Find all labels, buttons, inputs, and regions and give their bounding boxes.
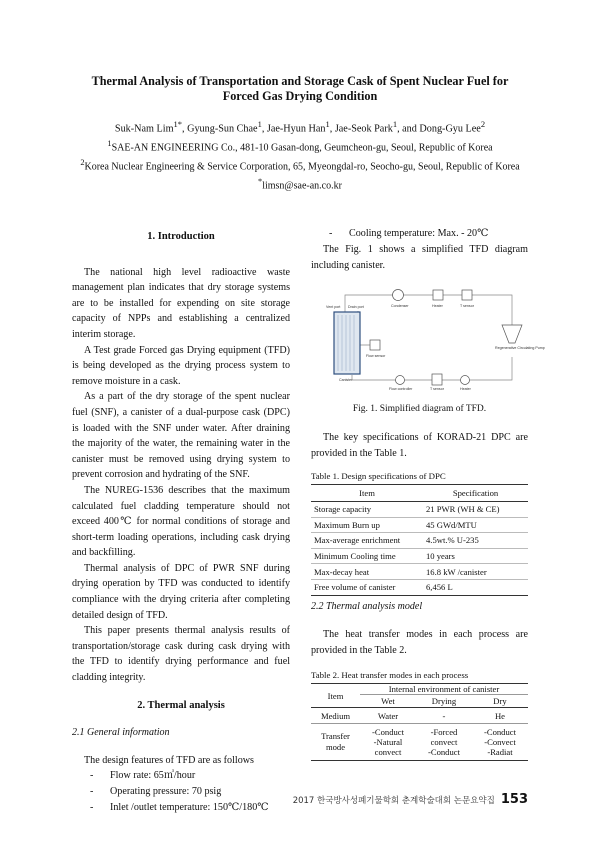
diagram-label: Regenerative Circulating Pump bbox=[495, 346, 545, 350]
page-number: 153 bbox=[500, 792, 528, 807]
table-header: Item bbox=[311, 485, 423, 502]
right-column-top bbox=[311, 226, 528, 273]
flow-sensor-shape bbox=[370, 340, 380, 350]
figure-caption: Fig. 1. Simplified diagram of TFD. bbox=[352, 404, 487, 414]
list-item: - Operating pressure: 70 psig bbox=[72, 784, 290, 800]
pump-shape bbox=[502, 325, 522, 343]
affiliation-2 bbox=[30, 156, 570, 173]
diagram-label: Flow controller bbox=[389, 387, 413, 391]
table1-caption: Table 1. Design specifications of DPC bbox=[311, 471, 446, 481]
condenser-shape bbox=[393, 290, 404, 301]
author-sup: 1 bbox=[392, 119, 398, 129]
mode-line: -Radiat bbox=[487, 747, 513, 757]
table-row bbox=[311, 579, 528, 595]
diagram-label: Drain port bbox=[348, 305, 364, 309]
affiliation-sup: 2 bbox=[80, 158, 85, 167]
table-cell: Storage capacity bbox=[311, 502, 423, 518]
author-name: Dong-Gyu Lee bbox=[419, 123, 481, 135]
table-cell: Water bbox=[377, 710, 399, 721]
email-text: limsn@sae-an.co.kr bbox=[262, 180, 342, 192]
table-cell bbox=[360, 724, 416, 761]
diagram-label: Heater bbox=[432, 304, 443, 308]
general-paragraph: The design features of TFD are as follows bbox=[84, 754, 254, 766]
model-heading: 2.2 Thermal analysis model bbox=[311, 601, 423, 612]
affiliation-text: SAE-AN ENGINEERING Co., 481-10 Gasan-dong, Geumcheon-gu, Seoul, Republic of Korea bbox=[111, 142, 493, 154]
left-column bbox=[72, 229, 290, 816]
paper-title bbox=[40, 74, 560, 104]
mode-line: -Natural bbox=[373, 737, 403, 747]
table-cell bbox=[416, 724, 472, 761]
intro-paragraph: The national high level radioactive waste management plan indicates that dry storage systems are to be installed for expending on site storage capacity of NPPs and establishing a centralized interim storage. bbox=[72, 266, 290, 340]
mode-line: -Forced bbox=[430, 727, 458, 737]
affiliation-1 bbox=[30, 137, 570, 154]
mode-line: -Convect bbox=[484, 737, 516, 747]
mode-line: -Conduct bbox=[483, 727, 516, 737]
table-header: Dry bbox=[472, 695, 528, 708]
mode-label: mode bbox=[325, 742, 346, 752]
mode-label: Transfer bbox=[321, 731, 350, 741]
table-row bbox=[311, 517, 528, 533]
author-name: Gyung-Sun Chae bbox=[187, 123, 258, 135]
email bbox=[30, 175, 570, 192]
table-header: Wet bbox=[360, 695, 416, 708]
t-sensor-top-shape bbox=[462, 290, 472, 300]
general-heading: 2.1 General information bbox=[72, 727, 170, 739]
fig-intro-paragraph: The Fig. 1 shows a simplified TFD diagram including canister. bbox=[311, 244, 528, 271]
table-cell: 45 GWd/MTU bbox=[423, 517, 528, 533]
intro-paragraph: A Test grade Forced gas Drying equipment (TFD) is being developed as the drying process system to remove moisture in a cask. bbox=[72, 344, 290, 387]
intro-paragraph: The NUREG-1536 describes that the maximum calculated fuel cladding temperature should not exceed 400℃ for normal conditions of storage and short-term loading operations, including cask drying and backfilling. bbox=[72, 484, 290, 559]
table-row bbox=[311, 564, 528, 580]
table-cell: Max-average enrichment bbox=[311, 533, 423, 549]
table-header-row bbox=[311, 485, 528, 502]
table-cell: Max-decay heat bbox=[311, 564, 423, 580]
author-sup: 1* bbox=[173, 119, 182, 129]
diagram-label: Condenser bbox=[391, 304, 409, 308]
table-row bbox=[311, 502, 528, 518]
tfd-diagram bbox=[312, 285, 545, 397]
affiliation-text: Korea Nuclear Engineering & Service Corporation, 65, Myeongdal-ro, Seocho-gu, Seoul, Republic of Korea bbox=[84, 161, 520, 173]
author-sup: 2 bbox=[480, 119, 486, 129]
table2-caption: Table 2. Heat transfer modes in each process bbox=[311, 670, 469, 680]
table-cell bbox=[311, 724, 360, 761]
intro-paragraph: Thermal analysis of DPC of PWR SNF during drying operation by TFD was conducted to identify compliance with the drying criteria after completing detailed design of TFD. bbox=[72, 562, 290, 621]
table-row bbox=[311, 724, 528, 761]
heater-bottom-shape bbox=[461, 376, 470, 385]
table-cell: - bbox=[442, 710, 446, 721]
list-item: - Cooling temperature: Max. - 20℃ bbox=[311, 226, 528, 242]
intro-paragraph: As a part of the dry storage of the spent nuclear fuel (SNF), a canister of a dual-purpose cask (DPC) is loaded with the SNF under water. After draining the majority of the water, the remaining water in the canister must be removed using drying system to prevent corrosion and hydrating of the SNF. bbox=[72, 391, 290, 481]
spec-intro-paragraph: The key specifications of KORAD-21 DPC are provided in the Table 1. bbox=[311, 432, 528, 459]
table-header-row bbox=[311, 684, 528, 695]
t-sensor-bottom-shape bbox=[432, 374, 442, 385]
page-footer bbox=[293, 792, 528, 807]
diagram-label: Canister bbox=[339, 378, 353, 382]
heater-top-shape bbox=[433, 290, 443, 300]
author-name: Jae-Seok Park bbox=[334, 123, 393, 135]
table-cell: Medium bbox=[320, 710, 351, 721]
feature-list-continued bbox=[311, 226, 528, 242]
author-sup: 1 bbox=[325, 119, 330, 129]
diagram-label: T sensor bbox=[430, 387, 444, 391]
author-list: Suk-Nam Lim$^{1*}$, Gyung-Sun Chae$^1$, Jae-Hyun Han$^1$, Jae-Seok Park$^1$, and Dong-Gyu Lee$^2$ bbox=[114, 119, 486, 135]
spec-intro-block bbox=[311, 430, 528, 461]
list-item: - Inlet /outlet temperature: 150℃/180℃ bbox=[72, 800, 290, 816]
mode-line: -Conduct bbox=[372, 727, 404, 737]
table-cell: 16.8 kW /canister bbox=[423, 564, 528, 580]
table-cell: 10 years bbox=[423, 548, 528, 564]
intro-paragraph: This paper presents thermal analysis results of transportation/storage cask during cask drying with the TFD to identify drying performance and fuel cladding integrity. bbox=[72, 625, 290, 684]
intro-heading: 1. Introduction bbox=[147, 231, 215, 242]
author-name: Suk-Nam Lim bbox=[114, 123, 174, 135]
diagram-label: T sensor bbox=[460, 304, 474, 308]
mode-line: -Conduct bbox=[427, 747, 460, 757]
table-row bbox=[311, 548, 528, 564]
model-paragraph: The heat transfer modes in each process are provided in the Table 2. bbox=[311, 629, 528, 656]
footer-text: 2017 한국방사성폐기물학회 춘계학술대회 논문요약집 bbox=[292, 796, 495, 806]
table-row bbox=[311, 708, 528, 724]
diagram-label: Vent port bbox=[326, 305, 341, 309]
list-item: - Flow rate: 65㎥/hour bbox=[72, 768, 290, 784]
table-cell: Maximum Burn up bbox=[311, 517, 423, 533]
table-cell: He bbox=[494, 710, 505, 721]
table-cell bbox=[472, 724, 528, 761]
table-cell: Minimum Cooling time bbox=[311, 548, 423, 564]
model-block bbox=[311, 627, 528, 658]
table-cell: Free volume of canister bbox=[311, 579, 423, 595]
thermal-heading: 2. Thermal analysis bbox=[137, 699, 225, 711]
table-cell: 21 PWR (WH & CE) bbox=[423, 502, 528, 518]
author-sup: 1 bbox=[257, 119, 262, 129]
flow-controller-shape bbox=[396, 376, 405, 385]
email-sup: * bbox=[258, 177, 263, 186]
diagram-label: Heater bbox=[460, 387, 471, 391]
table-header: Drying bbox=[416, 695, 472, 708]
table1 bbox=[311, 484, 528, 596]
feature-list bbox=[72, 768, 290, 816]
title-line-1: Thermal Analysis of Transportation and Storage Cask of Spent Nuclear Fuel for bbox=[91, 74, 509, 88]
table-cell: 6,456 L bbox=[423, 579, 528, 595]
table-header: Item bbox=[311, 684, 360, 708]
author-name: Jae-Hyun Han bbox=[266, 123, 326, 135]
title-line-2: Forced Gas Drying Condition bbox=[222, 89, 378, 103]
mode-line: convect bbox=[430, 737, 458, 747]
affiliation-sup: 1 bbox=[107, 139, 112, 148]
diagram-label: Flow sensor bbox=[366, 354, 386, 358]
table-header: Internal environment of canister bbox=[360, 684, 528, 695]
table-header: Specification bbox=[423, 485, 528, 502]
table-row bbox=[311, 533, 528, 549]
mode-line: convect bbox=[374, 747, 402, 757]
table-cell: 4.5wt.% U-235 bbox=[423, 533, 528, 549]
table2 bbox=[311, 683, 528, 761]
